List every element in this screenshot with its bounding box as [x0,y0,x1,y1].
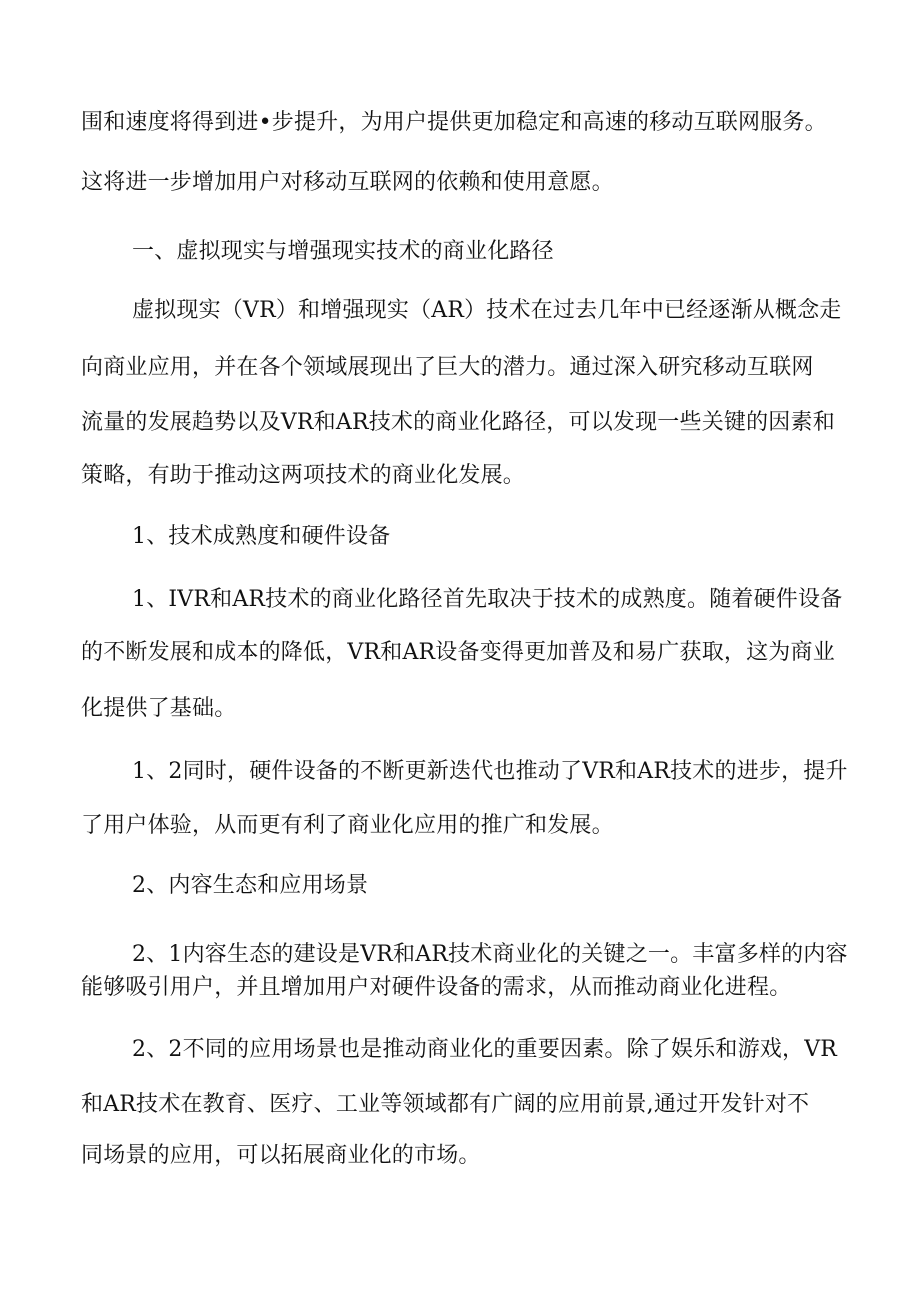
paragraph-line: 同场景的应用，可以拓展商业化的市场。 [81,1143,481,1168]
paragraph-line: 流量的发展趋势以及VR和AR技术的商业化路径，可以发现一些关键的因素和 [81,410,835,435]
paragraph-line: 围和速度将得到进•步提升，为用户提供更加稳定和高速的移动互联网服务。 [81,110,827,135]
subsection-heading: 1、技术成熟度和硬件设备 [132,524,391,549]
paragraph-line: 2、2不同的应用场景也是推动商业化的重要因素。除了娱乐和游戏，VR [132,1037,838,1062]
paragraph-line: 这将进一步增加用户对移动互联网的依赖和使用意愿。 [81,170,614,195]
paragraph-line: 向商业应用，并在各个领域展现出了巨大的潜力。通过深入研究移动互联网 [81,355,814,380]
paragraph-line: 的不断发展和成本的降低，VR和AR设备变得更加普及和易广获取，这为商业 [81,640,835,665]
paragraph-line: 1、IVR和AR技术的商业化路径首先取决于技术的成熟度。随着硬件设备 [132,587,843,612]
paragraph-line: 1、2同时，硬件设备的不断更新迭代也推动了VR和AR技术的进步，提升 [132,759,848,784]
paragraph-line: 了用户体验，从而更有利了商业化应用的推广和发展。 [81,813,614,838]
paragraph-line: 化提供了基础。 [81,696,237,721]
paragraph-line: 能够吸引用户，并且增加用户对硬件设备的需求，从而推动商业化进程。 [81,975,792,1000]
subsection-heading: 2、内容生态和应用场景 [132,873,369,898]
paragraph-line: 2、1内容生态的建设是VR和AR技术商业化的关键之一。丰富多样的内容 [132,942,848,967]
paragraph-line: 策略，有助于推动这两项技术的商业化发展。 [81,463,526,488]
section-heading: 一、虚拟现实与增强现实技术的商业化路径 [132,239,554,264]
paragraph-line: 虚拟现实（VR）和增强现实（AR）技术在过去几年中已经逐渐从概念走 [132,298,842,323]
paragraph-line: 和AR技术在教育、医疗、工业等领域都有广阔的应用前景,通过开发针对不 [81,1092,810,1117]
